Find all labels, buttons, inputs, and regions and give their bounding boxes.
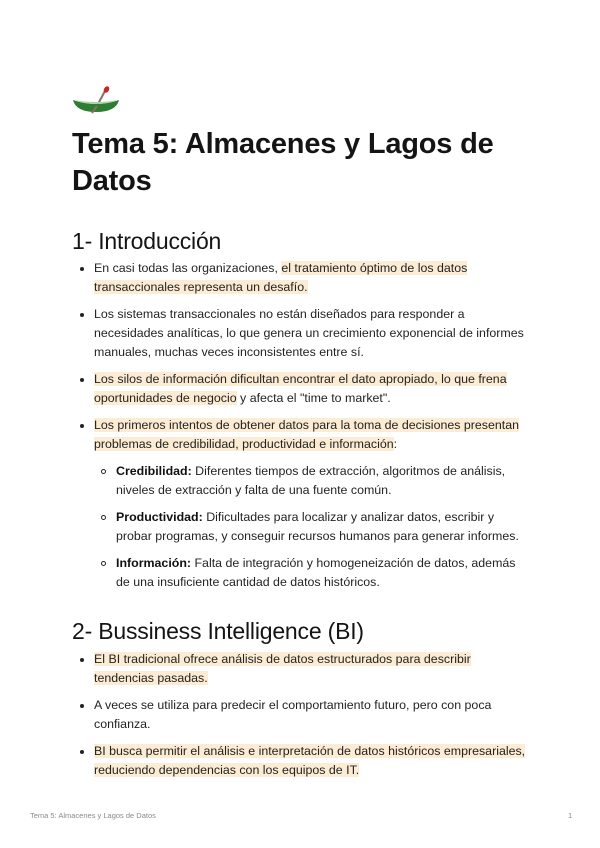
- highlighted-text: el tratamiento óptimo de los datos transaccionales representa un desafío.: [94, 261, 468, 294]
- sub-item-text: Falta de integración y homogeneización de datos, además de una insuficiente cantidad de datos históricos.: [116, 556, 516, 589]
- sub-item-text: Diferentes tiempos de extracción, algoritmos de análisis, niveles de extracción y falta de una fuente común.: [116, 464, 506, 497]
- sub-list-item: [94, 508, 532, 546]
- section-heading-bi: 2- Bussiness Intelligence (BI): [72, 618, 364, 644]
- list-item: [72, 416, 532, 592]
- canoe-icon: [72, 86, 120, 114]
- footer-page-number: 1: [568, 811, 573, 820]
- highlighted-text: El BI tradicional ofrece análisis de datos estructurados para describir tendencias pasadas.: [94, 652, 471, 685]
- list-item: [72, 259, 532, 297]
- footer-title: Tema 5: Almacenes y Lagos de Datos: [30, 811, 156, 820]
- sub-item-label: Información:: [116, 556, 192, 570]
- bi-list: [72, 650, 532, 788]
- sub-item-text: Dificultades para localizar y analizar datos, escribir y probar programas, y conseguir recursos humanos para generar informes.: [116, 510, 519, 543]
- page-title: Tema 5: Almacenes y Lagos de Datos: [72, 128, 494, 197]
- list-item: [72, 742, 532, 780]
- item-text: A veces se utiliza para predecir el comportamiento futuro, pero con poca confianza.: [94, 698, 492, 731]
- introduccion-list: [72, 259, 532, 600]
- sub-list: [94, 462, 532, 592]
- highlighted-text: BI busca permitir el análisis e interpretación de datos históricos empresariales, reduciendo dependencias con los equipos de IT.: [94, 744, 526, 777]
- sub-list-item: [94, 462, 532, 500]
- item-text: En casi todas las organizaciones,: [94, 261, 282, 275]
- sub-item-label: Productividad:: [116, 510, 203, 524]
- list-item: [72, 370, 532, 408]
- section-heading-introduccion: 1- Introducción: [72, 228, 222, 254]
- item-text: :: [393, 437, 398, 451]
- list-item: [72, 696, 532, 734]
- list-item: [72, 305, 532, 362]
- sub-list-item: [94, 554, 532, 592]
- highlighted-text: Los silos de información dificultan encontrar el dato apropiado, lo que frena oportunidades de negocio: [94, 372, 507, 405]
- item-text: y afecta el "time to market".: [236, 391, 391, 405]
- highlighted-text: Los primeros intentos de obtener datos para la toma de decisiones presentan problemas de credibilidad, productividad e información: [94, 418, 519, 451]
- sub-item-label: Credibilidad:: [116, 464, 192, 478]
- list-item: [72, 650, 532, 688]
- item-text: Los sistemas transaccionales no están diseñados para responder a necesidades analíticas, lo que genera un crecimiento exponencial de informes manuales, muchas veces inconsistentes entre sí.: [94, 307, 524, 359]
